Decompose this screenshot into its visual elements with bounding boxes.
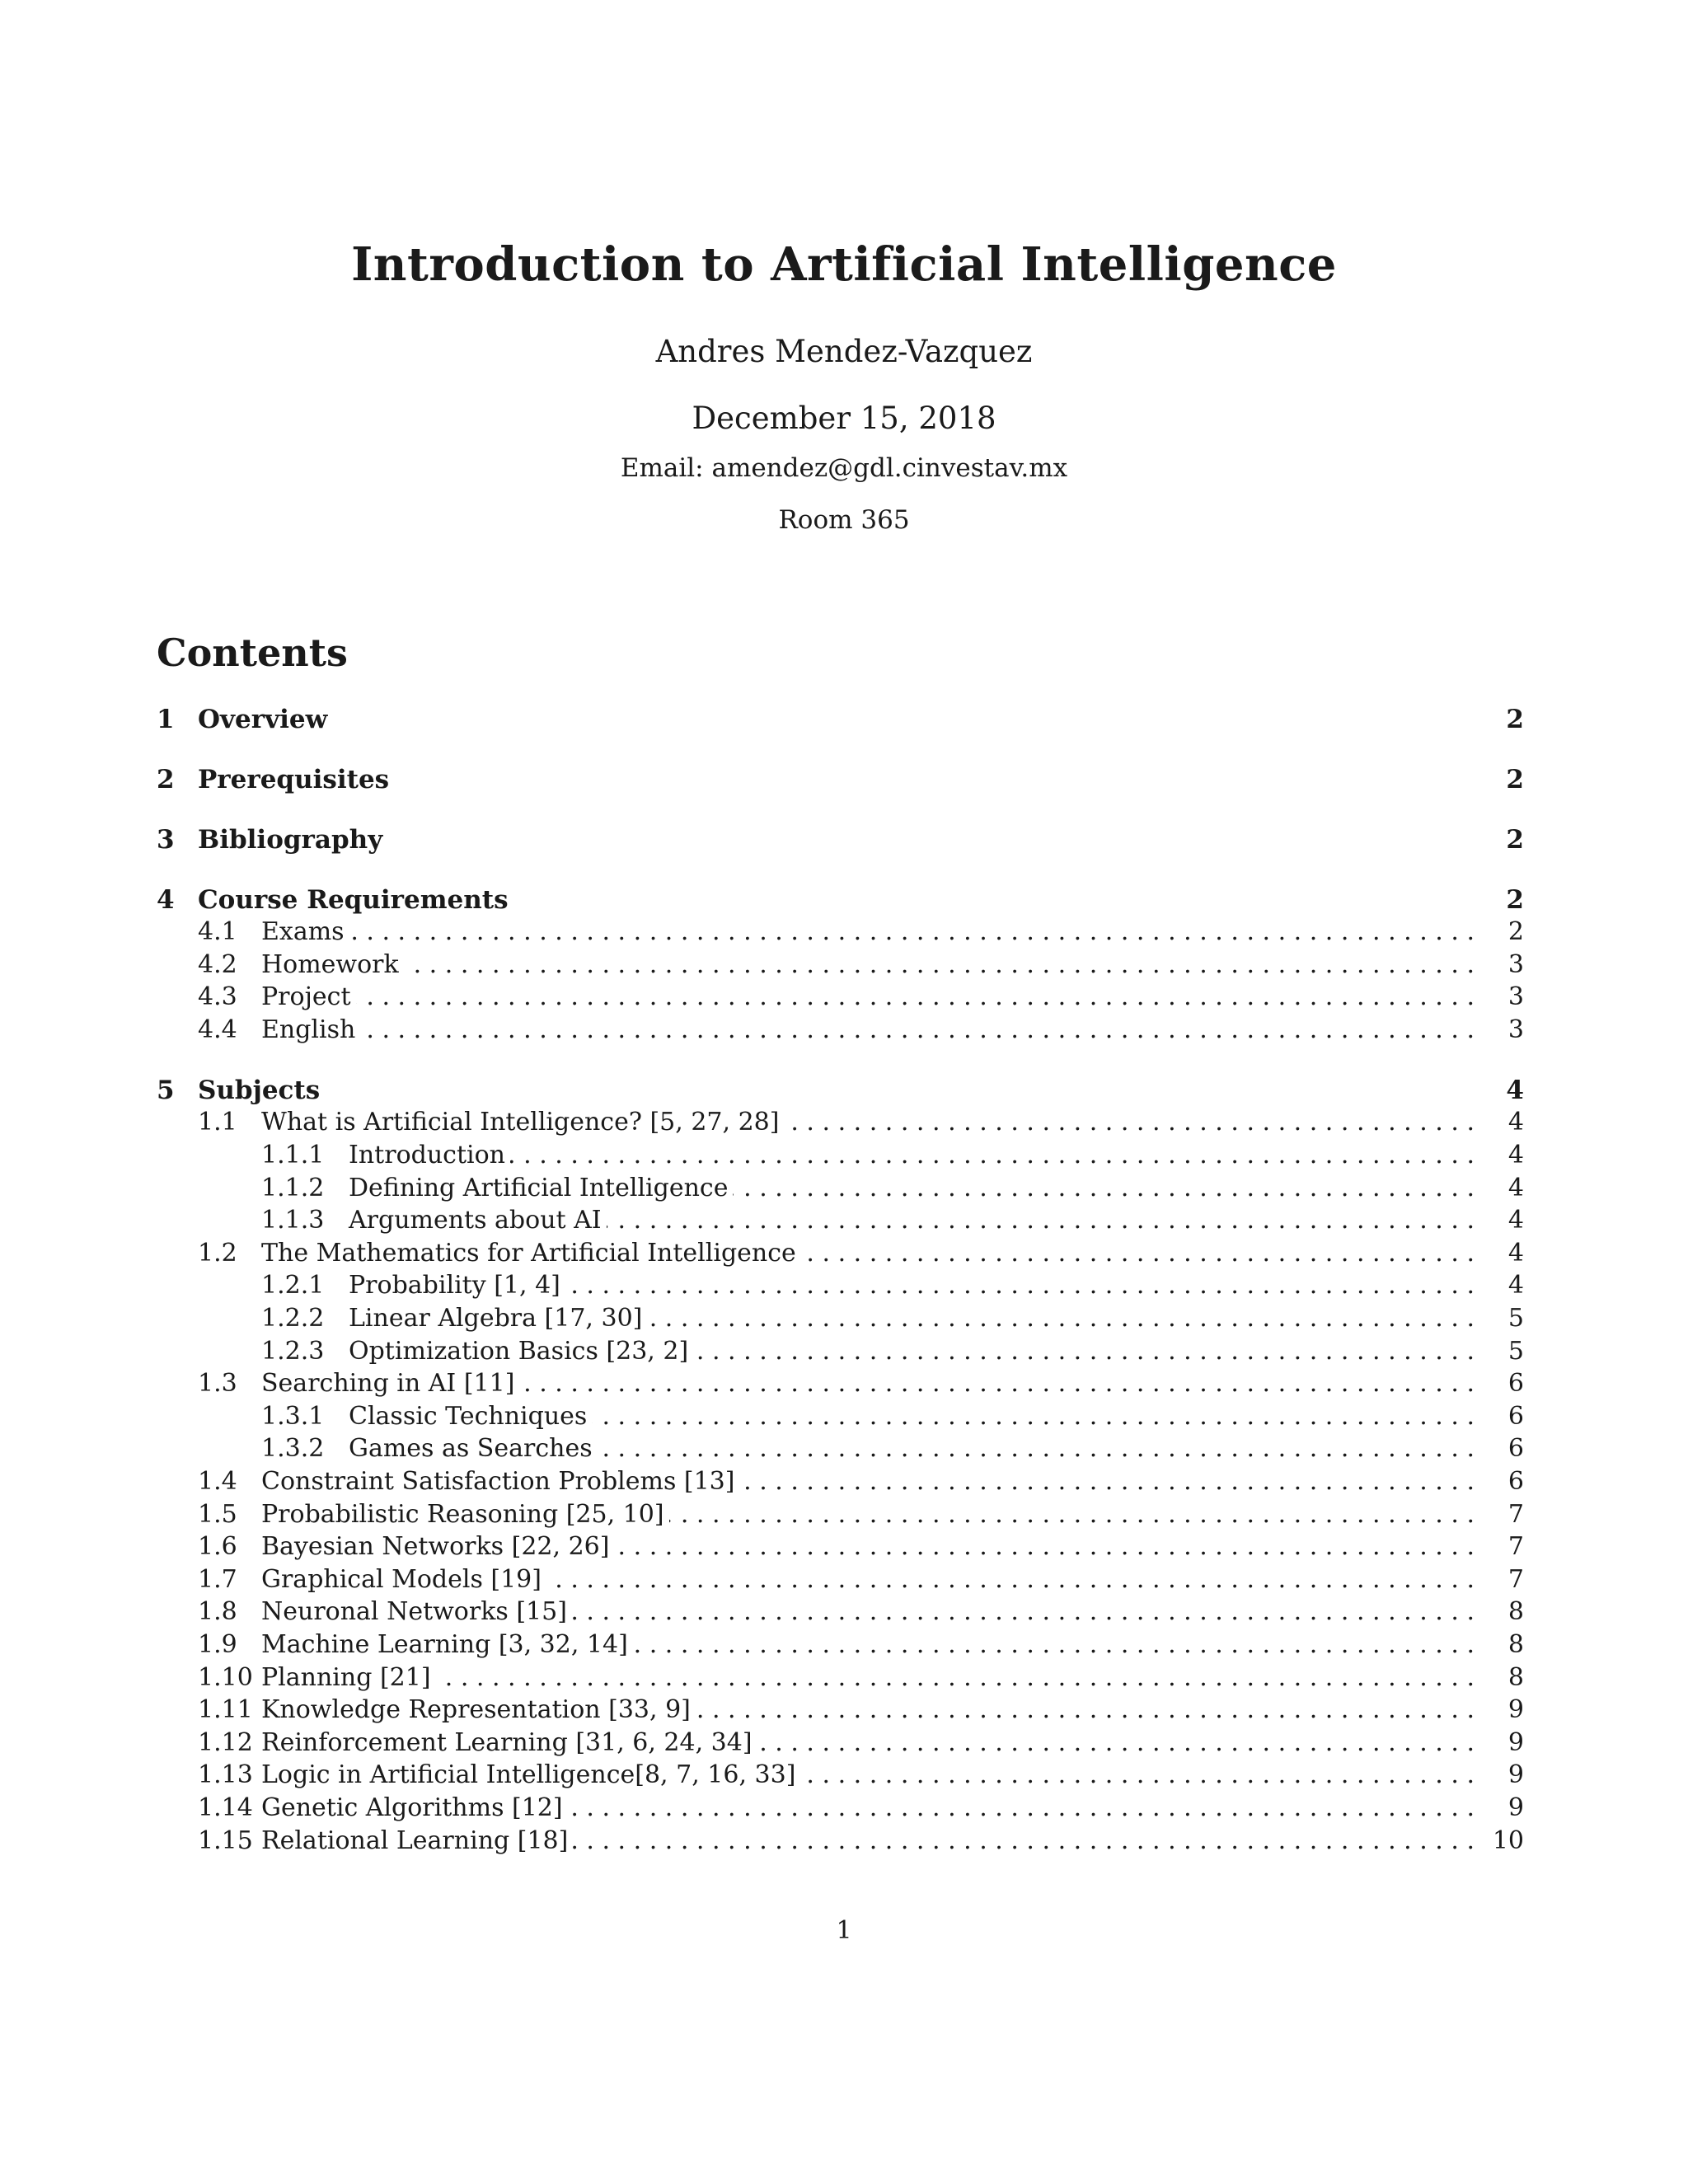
toc-entry-title: Bibliography bbox=[198, 825, 383, 855]
toc-entry-page: 4 bbox=[1507, 1271, 1524, 1301]
toc-entry-number: 1.13 bbox=[198, 1760, 253, 1790]
toc-leader-dots bbox=[739, 1467, 1491, 1496]
toc-entry-title: Reinforcement Learning [31, 6, 24, 34] bbox=[261, 1727, 753, 1757]
toc-entry-page: 8 bbox=[1507, 1662, 1524, 1692]
toc-leader-dots bbox=[349, 917, 1491, 946]
toc-leader-dots bbox=[510, 1141, 1491, 1169]
toc-entry-title: Introduction bbox=[349, 1141, 505, 1169]
toc-entry-number: 1.2.2 bbox=[261, 1304, 325, 1333]
toc-entry-number: 4.1 bbox=[198, 917, 237, 946]
author-email: Email: amendez@gdl.cinvestav.mx bbox=[620, 453, 1068, 483]
document-author: Andres Mendez-Vazquez bbox=[655, 334, 1033, 369]
toc-leader-dots bbox=[633, 1630, 1491, 1659]
toc-entry-number: 1.2.1 bbox=[261, 1271, 325, 1301]
toc-entry-title: Knowledge Representation [33, 9] bbox=[261, 1695, 691, 1725]
toc-entry-title: Homework bbox=[261, 949, 399, 979]
toc-entry[interactable] bbox=[157, 1402, 1524, 1435]
toc-entry-number: 1.2.3 bbox=[261, 1336, 325, 1366]
toc-entry-page: 5 bbox=[1507, 1304, 1524, 1333]
toc-entry[interactable] bbox=[157, 1271, 1524, 1304]
toc-entry-number: 4.2 bbox=[198, 949, 237, 979]
toc-entry-page: 2 bbox=[1507, 917, 1524, 946]
toc-entry[interactable] bbox=[157, 705, 1524, 738]
toc-leader-dots bbox=[669, 1500, 1491, 1529]
toc-entry-number: 1.9 bbox=[198, 1630, 237, 1659]
page-number: 1 bbox=[836, 1916, 852, 1945]
toc-leader-dots bbox=[757, 1728, 1491, 1757]
toc-entry[interactable] bbox=[157, 1206, 1524, 1239]
toc-leader-dots bbox=[800, 1760, 1491, 1789]
toc-entry-page: 9 bbox=[1507, 1760, 1524, 1790]
toc-entry-page: 4 bbox=[1507, 1173, 1524, 1202]
toc-entry[interactable] bbox=[157, 982, 1524, 1015]
toc-entry-number: 1.6 bbox=[198, 1532, 237, 1562]
toc-entry-title: Probabilistic Reasoning [25, 10] bbox=[261, 1499, 664, 1529]
toc-entry-page: 4 bbox=[1507, 1238, 1524, 1268]
toc-entry-title: Optimization Basics [23, 2] bbox=[349, 1336, 689, 1366]
toc-leader-dots bbox=[436, 1663, 1491, 1692]
toc-entry-number: 1.3.1 bbox=[261, 1401, 325, 1431]
toc-entry-title: Exams bbox=[261, 917, 345, 946]
toc-entry-page: 4 bbox=[1506, 1076, 1524, 1106]
toc-entry[interactable] bbox=[157, 1337, 1524, 1370]
toc-entry-page: 10 bbox=[1492, 1825, 1524, 1855]
toc-leader-dots bbox=[404, 950, 1491, 979]
toc-entry-number: 5 bbox=[157, 1076, 175, 1106]
toc-entry[interactable] bbox=[157, 1239, 1524, 1272]
toc-entry-number: 1.1.2 bbox=[261, 1173, 325, 1202]
toc-leader-dots bbox=[592, 1402, 1491, 1431]
toc-entry[interactable] bbox=[157, 1826, 1524, 1859]
toc-entry-page: 6 bbox=[1507, 1369, 1524, 1399]
toc-entry[interactable] bbox=[157, 1663, 1524, 1696]
toc-entry[interactable] bbox=[157, 1532, 1524, 1565]
toc-entry-title: Project bbox=[261, 982, 351, 1012]
document-title: Introduction to Artificial Intelligence bbox=[351, 237, 1337, 292]
toc-leader-dots bbox=[598, 1434, 1491, 1463]
toc-entry-title: The Mathematics for Artificial Intelligence bbox=[261, 1238, 796, 1268]
contents-heading: Contents bbox=[157, 630, 348, 675]
toc-leader-dots bbox=[565, 1271, 1491, 1300]
toc-leader-dots bbox=[784, 1108, 1491, 1137]
toc-entry[interactable] bbox=[157, 950, 1524, 983]
toc-entry-number: 1.1.3 bbox=[261, 1206, 325, 1235]
toc-entry-page: 9 bbox=[1507, 1695, 1524, 1725]
toc-entry-page: 7 bbox=[1507, 1499, 1524, 1529]
toc-entry-number: 4 bbox=[157, 885, 175, 915]
toc-entry-number: 1.14 bbox=[198, 1793, 253, 1822]
toc-entry-page: 8 bbox=[1507, 1597, 1524, 1627]
toc-entry-number: 1.3 bbox=[198, 1369, 237, 1399]
toc-entry-number: 1.7 bbox=[198, 1564, 237, 1594]
toc-leader-dots bbox=[572, 1597, 1491, 1626]
toc-entry-number: 1.4 bbox=[198, 1467, 237, 1496]
toc-leader-dots bbox=[519, 1369, 1491, 1398]
toc-entry-page: 6 bbox=[1507, 1401, 1524, 1431]
toc-entry-title: Relational Learning [18] bbox=[261, 1825, 569, 1855]
toc-entry-title: Classic Techniques bbox=[349, 1401, 588, 1431]
toc-entry-title: Genetic Algorithms [12] bbox=[261, 1793, 563, 1822]
toc-entry-title: Arguments about AI bbox=[349, 1206, 602, 1235]
toc-entry-page: 5 bbox=[1507, 1336, 1524, 1366]
toc-leader-dots bbox=[360, 1015, 1491, 1044]
toc-entry[interactable] bbox=[157, 1304, 1524, 1337]
toc-leader-dots bbox=[693, 1337, 1491, 1366]
toc-entry-page: 6 bbox=[1507, 1467, 1524, 1496]
toc-entry-number: 4.4 bbox=[198, 1015, 237, 1044]
toc-entry-number: 1.2 bbox=[198, 1238, 237, 1268]
toc-entry[interactable] bbox=[157, 885, 1524, 918]
toc-entry-title: Constraint Satisfaction Problems [13] bbox=[261, 1467, 735, 1496]
toc-entry-title: Games as Searches bbox=[349, 1434, 593, 1464]
toc-entry-title: Prerequisites bbox=[198, 765, 390, 794]
toc-entry-page: 9 bbox=[1507, 1793, 1524, 1822]
toc-leader-dots bbox=[607, 1206, 1491, 1235]
toc-entry-number: 1.1.1 bbox=[261, 1141, 325, 1169]
toc-entry-page: 7 bbox=[1507, 1532, 1524, 1562]
toc-entry[interactable] bbox=[157, 917, 1524, 950]
toc-entry-page: 2 bbox=[1506, 765, 1524, 794]
toc-entry-number: 2 bbox=[157, 765, 175, 794]
toc-entry-title: English bbox=[261, 1015, 356, 1044]
toc-leader-dots bbox=[696, 1695, 1491, 1724]
toc-entry-title: Planning [21] bbox=[261, 1662, 431, 1692]
toc-entry[interactable] bbox=[157, 1728, 1524, 1761]
toc-entry-number: 1.15 bbox=[198, 1825, 253, 1855]
toc-entry-title: Logic in Artificial Intelligence[8, 7, 16, 33] bbox=[261, 1760, 796, 1790]
toc-entry[interactable] bbox=[157, 1597, 1524, 1630]
toc-entry[interactable] bbox=[157, 1015, 1524, 1048]
toc-entry[interactable] bbox=[157, 1369, 1524, 1402]
toc-entry-page: 3 bbox=[1507, 949, 1524, 979]
toc-leader-dots bbox=[647, 1304, 1491, 1333]
toc-entry[interactable] bbox=[157, 1467, 1524, 1500]
toc-leader-dots bbox=[546, 1565, 1491, 1594]
toc-entry-number: 3 bbox=[157, 825, 175, 855]
toc-entry-title: Linear Algebra [17, 30] bbox=[349, 1304, 643, 1333]
toc-entry-title: Neuronal Networks [15] bbox=[261, 1597, 567, 1627]
toc-entry-page: 4 bbox=[1507, 1141, 1524, 1169]
toc-entry[interactable] bbox=[157, 1695, 1524, 1728]
toc-entry[interactable] bbox=[157, 1500, 1524, 1533]
toc-entry[interactable] bbox=[157, 1174, 1524, 1207]
toc-leader-dots bbox=[356, 982, 1491, 1011]
toc-entry[interactable] bbox=[157, 765, 1524, 798]
toc-entry-page: 7 bbox=[1507, 1564, 1524, 1594]
author-room: Room 365 bbox=[778, 505, 910, 535]
toc-entry-number: 1.3.2 bbox=[261, 1434, 325, 1464]
toc-entry[interactable] bbox=[157, 1793, 1524, 1826]
toc-leader-dots bbox=[733, 1174, 1491, 1202]
toc-entry-title: Course Requirements bbox=[198, 885, 509, 915]
toc-entry-title: Subjects bbox=[198, 1076, 321, 1106]
toc-entry-title: Bayesian Networks [22, 26] bbox=[261, 1532, 610, 1562]
toc-entry-page: 2 bbox=[1506, 885, 1524, 915]
toc-entry-page: 8 bbox=[1507, 1630, 1524, 1659]
toc-entry-number: 1.1 bbox=[198, 1108, 237, 1137]
toc-entry-title: Defining Artificial Intelligence bbox=[349, 1173, 729, 1202]
toc-entry-number: 1.8 bbox=[198, 1597, 237, 1627]
toc-entry[interactable] bbox=[157, 1076, 1524, 1108]
toc-entry-title: Overview bbox=[198, 705, 328, 734]
toc-leader-dots bbox=[614, 1532, 1491, 1561]
toc-entry-number: 1.11 bbox=[198, 1695, 253, 1725]
toc-entry-title: Machine Learning [3, 32, 14] bbox=[261, 1630, 628, 1659]
toc-entry-number: 1.10 bbox=[198, 1662, 253, 1692]
toc-entry-page: 4 bbox=[1507, 1206, 1524, 1235]
toc-entry[interactable] bbox=[157, 1565, 1524, 1598]
toc-entry-title: Graphical Models [19] bbox=[261, 1564, 542, 1594]
toc-entry-number: 1 bbox=[157, 705, 175, 734]
toc-entry-page: 2 bbox=[1506, 705, 1524, 734]
toc-entry-number: 1.5 bbox=[198, 1499, 237, 1529]
toc-leader-dots bbox=[573, 1826, 1491, 1855]
toc-leader-dots bbox=[568, 1793, 1491, 1822]
toc-entry-page: 4 bbox=[1507, 1108, 1524, 1137]
toc-entry[interactable] bbox=[157, 1630, 1524, 1663]
toc-entry-number: 4.3 bbox=[198, 982, 237, 1012]
toc-entry-title: Probability [1, 4] bbox=[349, 1271, 560, 1301]
document-date: December 15, 2018 bbox=[692, 401, 996, 436]
toc-entry-page: 3 bbox=[1507, 982, 1524, 1012]
toc-entry[interactable] bbox=[157, 1434, 1524, 1467]
toc-entry[interactable] bbox=[157, 1141, 1524, 1174]
toc-entry-page: 2 bbox=[1506, 825, 1524, 855]
toc-entry[interactable] bbox=[157, 1108, 1524, 1141]
toc-entry-page: 9 bbox=[1507, 1727, 1524, 1757]
toc-entry[interactable] bbox=[157, 825, 1524, 858]
toc-entry-number: 1.12 bbox=[198, 1727, 253, 1757]
toc-entry-title: Searching in AI [11] bbox=[261, 1369, 515, 1399]
toc-leader-dots bbox=[801, 1239, 1491, 1268]
toc-entry[interactable] bbox=[157, 1760, 1524, 1793]
toc-entry-title: What is Artificial Intelligence? [5, 27, 28] bbox=[261, 1108, 780, 1137]
toc-entry-page: 6 bbox=[1507, 1434, 1524, 1464]
toc-entry-page: 3 bbox=[1507, 1015, 1524, 1044]
